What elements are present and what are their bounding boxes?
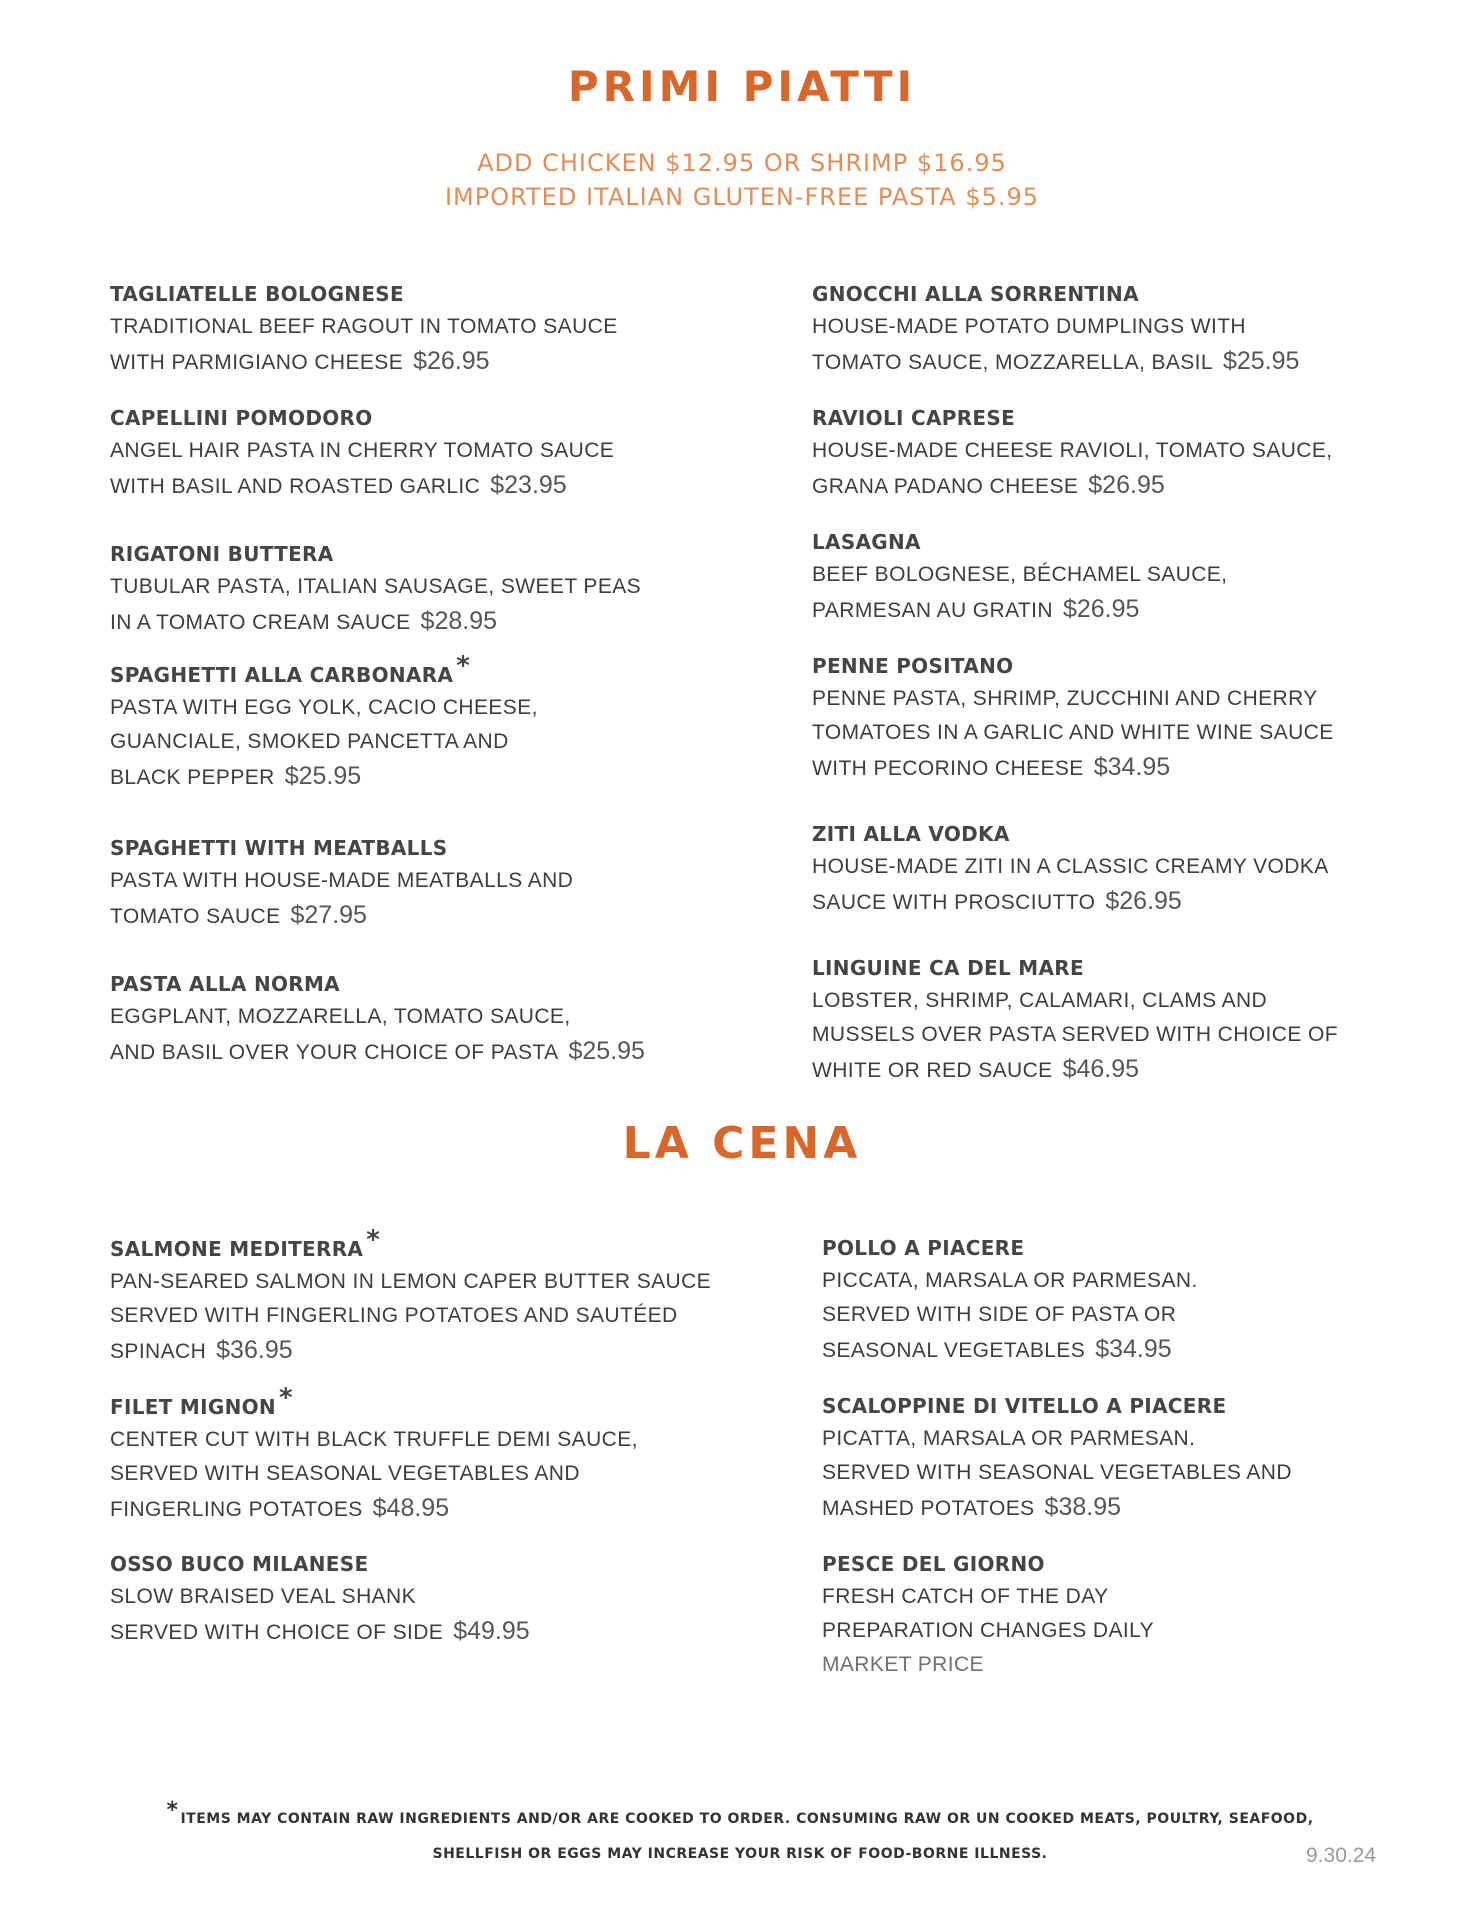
description-text: BEEF BOLOGNESE, BÉCHAMEL SAUCE,	[812, 563, 1228, 586]
menu-item-price: $25.95	[284, 762, 362, 790]
menu-item-name-text: SCALOPPINE DI VITELLO A PIACERE	[822, 1394, 1227, 1418]
description-line	[812, 592, 1402, 628]
description-text: SPINACH	[110, 1340, 207, 1363]
menu-item	[110, 1552, 700, 1650]
menu-item-price: $49.95	[453, 1617, 530, 1645]
description-line	[110, 1299, 700, 1333]
menu-item-name-text: POLLO A PIACERE	[822, 1236, 1025, 1260]
description-line	[110, 1265, 712, 1299]
menu-item-name-text: TAGLIATELLE BOLOGNESE	[110, 282, 404, 306]
menu-item	[822, 1236, 1412, 1368]
description-text: CENTER CUT WITH BLACK TRUFFLE DEMI SAUCE,	[110, 1428, 638, 1451]
menu-item-name-text: RIGATONI BUTTERA	[110, 542, 334, 566]
menu-item-description	[822, 1580, 1412, 1682]
menu-item-description	[822, 1422, 1412, 1526]
menu-item	[812, 956, 1402, 1088]
description-text: SLOW BRAISED VEAL SHANK	[110, 1585, 417, 1608]
description-line	[822, 1332, 1412, 1368]
market-price: MARKET PRICE	[822, 1653, 984, 1676]
description-line	[110, 898, 700, 934]
menu-item-description	[110, 310, 700, 380]
menu-item-name	[822, 1394, 1412, 1418]
menu-item	[110, 1225, 712, 1369]
description-line	[812, 310, 1402, 344]
menu-item-name-text: OSSO BUCO MILANESE	[110, 1552, 369, 1576]
description-text: TRADITIONAL BEEF RAGOUT IN TOMATO SAUCE	[110, 315, 618, 338]
description-text: MUSSELS OVER PASTA SERVED WITH CHOICE OF	[812, 1023, 1338, 1046]
menu-item-price: $25.95	[1223, 347, 1300, 375]
menu-item-name	[812, 956, 1402, 980]
menu-item-price: $26.95	[1088, 471, 1165, 499]
description-text: SAUCE WITH PROSCIUTTO	[812, 891, 1096, 914]
menu-item-price: $27.95	[290, 901, 367, 929]
raw-warning-asterisk: *	[456, 651, 471, 681]
description-line	[110, 1614, 700, 1650]
description-text: PAN-SEARED SALMON IN LEMON CAPER BUTTER SAUCE	[110, 1270, 712, 1293]
description-line	[822, 1422, 1412, 1456]
description-text: PICCATA, MARSALA OR PARMESAN.	[822, 1269, 1198, 1292]
menu-item-name	[110, 542, 700, 566]
description-line	[812, 750, 1402, 786]
menu-item-name	[812, 406, 1402, 430]
menu-item-price: $34.95	[1095, 1335, 1172, 1363]
menu-item-name-text: PESCE DEL GIORNO	[822, 1552, 1045, 1576]
description-line	[822, 1614, 1412, 1648]
addon-note	[0, 146, 1484, 214]
description-line	[110, 1034, 700, 1070]
description-line	[110, 691, 700, 725]
menu-item-description	[110, 434, 700, 504]
description-line	[110, 725, 700, 759]
description-text: BLACK PEPPER	[110, 766, 275, 789]
menu-item	[822, 1552, 1412, 1682]
description-text: SERVED WITH SIDE OF PASTA OR	[822, 1303, 1177, 1326]
description-line	[110, 1423, 700, 1457]
menu-item-name-text: LASAGNA	[812, 530, 921, 554]
menu-item	[822, 1394, 1412, 1526]
menu-item-description	[110, 1000, 700, 1070]
menu-item-name	[110, 1225, 700, 1261]
description-line	[812, 682, 1402, 716]
description-text: WITH PARMIGIANO CHEESE	[110, 351, 404, 374]
description-text: LOBSTER, SHRIMP, CALAMARI, CLAMS AND	[812, 989, 1268, 1012]
raw-warning-asterisk: *	[366, 1225, 381, 1255]
description-text: TUBULAR PASTA, ITALIAN SAUSAGE, SWEET PEAS	[110, 575, 642, 598]
description-line	[822, 1490, 1412, 1526]
description-text: EGGPLANT, MOZZARELLA, TOMATO SAUCE,	[110, 1005, 571, 1028]
description-line	[812, 434, 1402, 468]
description-line	[110, 310, 700, 344]
menu-item-name	[110, 406, 700, 430]
menu-item-name	[812, 822, 1402, 846]
menu-item-price: $28.95	[420, 607, 498, 635]
description-text: WITH BASIL AND ROASTED GARLIC	[110, 475, 481, 498]
menu-item	[110, 1383, 700, 1527]
description-text: TOMATOES IN A GARLIC AND WHITE WINE SAUCE	[812, 721, 1334, 744]
description-text: SERVED WITH SEASONAL VEGETABLES AND	[110, 1462, 580, 1485]
menu-item	[812, 282, 1402, 380]
menu-item-name	[110, 651, 700, 687]
menu-item-price: $26.95	[1105, 887, 1182, 915]
description-text: FINGERLING POTATOES	[110, 1498, 363, 1521]
menu-item-description	[110, 1580, 700, 1650]
menu-item-name-text: LINGUINE CA DEL MARE	[812, 956, 1084, 980]
description-line	[812, 344, 1402, 380]
menu-item-name-text: RAVIOLI CAPRESE	[812, 406, 1016, 430]
menu-item-name-text: FILET MIGNON	[110, 1395, 276, 1419]
description-text: WITH PECORINO CHEESE	[812, 757, 1084, 780]
menu-item	[110, 972, 700, 1070]
menu-item-name-text: PENNE POSITANO	[812, 654, 1014, 678]
menu-item-description	[110, 570, 700, 640]
menu-item-name	[110, 1552, 700, 1576]
description-text: PASTA WITH HOUSE-MADE MEATBALLS AND	[110, 869, 574, 892]
description-text: HOUSE-MADE CHEESE RAVIOLI, TOMATO SAUCE,	[812, 439, 1333, 462]
description-line	[812, 850, 1402, 884]
menu-item-price: $38.95	[1044, 1493, 1122, 1521]
description-text: HOUSE-MADE POTATO DUMPLINGS WITH	[812, 315, 1246, 338]
description-line	[110, 468, 700, 504]
description-text: IN A TOMATO CREAM SAUCE	[110, 611, 411, 634]
description-line	[812, 884, 1402, 920]
menu-item-name	[822, 1236, 1412, 1260]
menu-item-name-text: ZITI ALLA VODKA	[812, 822, 1010, 846]
menu-item-name-text: GNOCCHI ALLA SORRENTINA	[812, 282, 1139, 306]
la-cena-title: LA CENA	[622, 1118, 862, 1169]
menu-item	[110, 282, 700, 380]
menu-item-price: $48.95	[372, 1494, 450, 1522]
description-text: GRANA PADANO CHEESE	[812, 475, 1079, 498]
description-line	[110, 864, 700, 898]
menu-item-description	[110, 864, 700, 934]
menu-item-name	[110, 1383, 700, 1419]
description-text: TOMATO SAUCE, MOZZARELLA, BASIL	[812, 351, 1213, 374]
description-text: SERVED WITH FINGERLING POTATOES AND SAUTÉED	[110, 1304, 678, 1327]
description-line	[110, 570, 700, 604]
description-line	[812, 984, 1402, 1018]
description-text: FRESH CATCH OF THE DAY	[822, 1585, 1109, 1608]
description-line	[812, 1052, 1402, 1088]
footnote-text: ITEMS MAY CONTAIN RAW INGREDIENTS AND/OR ARE COOKED TO ORDER. CONSUMING RAW OR UN COOKED MEATS, POULTRY, SEAFOOD,	[180, 1811, 1314, 1827]
menu-item	[812, 654, 1402, 786]
menu-item-price: $26.95	[413, 347, 490, 375]
description-line	[110, 1000, 700, 1034]
menu-item-price: $34.95	[1093, 753, 1171, 781]
menu-item-name	[110, 282, 700, 306]
description-line	[110, 344, 700, 380]
description-line	[812, 468, 1402, 504]
description-line	[812, 716, 1402, 750]
menu-item-description	[812, 310, 1402, 380]
menu-item-name	[110, 972, 700, 996]
description-text: WHITE OR RED SAUCE	[812, 1059, 1053, 1082]
menu-item-price: $25.95	[568, 1037, 645, 1065]
description-line	[110, 759, 700, 795]
menu-item-name	[812, 654, 1402, 678]
description-line	[110, 434, 700, 468]
description-line	[822, 1264, 1412, 1298]
addon-line: IMPORTED ITALIAN GLUTEN-FREE PASTA $5.95	[444, 183, 1040, 211]
description-line	[110, 1491, 700, 1527]
primi-piatti-title: PRIMI PIATTI	[567, 62, 917, 111]
description-text: SERVED WITH CHOICE OF SIDE	[110, 1621, 444, 1644]
menu-item	[110, 406, 700, 504]
menu-item-description	[110, 691, 700, 795]
menu-item-name	[110, 836, 700, 860]
description-text: MASHED POTATOES	[822, 1497, 1035, 1520]
menu-item	[110, 836, 700, 934]
menu-item-name	[812, 530, 1402, 554]
menu-item-price: $36.95	[216, 1336, 293, 1364]
description-text: PASTA WITH EGG YOLK, CACIO CHEESE,	[110, 696, 538, 719]
description-text: HOUSE-MADE ZITI IN A CLASSIC CREAMY VODKA	[812, 855, 1329, 878]
description-text: PENNE PASTA, SHRIMP, ZUCCHINI AND CHERRY	[812, 687, 1318, 710]
description-text: AND BASIL OVER YOUR CHOICE OF PASTA	[110, 1041, 559, 1064]
menu-item-description	[812, 984, 1402, 1088]
addon-line: ADD CHICKEN $12.95 OR SHRIMP $16.95	[477, 149, 1007, 177]
description-line	[110, 604, 700, 640]
description-line	[822, 1580, 1412, 1614]
description-line	[822, 1456, 1412, 1490]
menu-item-name	[822, 1552, 1412, 1576]
menu-item-description	[812, 558, 1402, 628]
description-text: PREPARATION CHANGES DAILY	[822, 1619, 1155, 1642]
raw-warning-asterisk: *	[278, 1383, 293, 1413]
menu-item	[812, 530, 1402, 628]
menu-item-description	[822, 1264, 1412, 1368]
footnote-line	[120, 1798, 1360, 1829]
menu-item-name-text: SALMONE MEDITERRA	[110, 1237, 364, 1261]
description-text: SEASONAL VEGETABLES	[822, 1339, 1086, 1362]
description-text: SERVED WITH SEASONAL VEGETABLES AND	[822, 1461, 1292, 1484]
footnote-asterisk: *	[166, 1798, 179, 1823]
description-text: PARMESAN AU GRATIN	[812, 599, 1053, 622]
description-text: GUANCIALE, SMOKED PANCETTA AND	[110, 730, 509, 753]
description-line	[812, 1018, 1402, 1052]
footnote-line	[120, 1846, 1360, 1862]
menu-item-name-text: SPAGHETTI WITH MEATBALLS	[110, 836, 448, 860]
menu-item-price: $26.95	[1062, 595, 1140, 623]
description-line	[110, 1580, 700, 1614]
description-text: ANGEL HAIR PASTA IN CHERRY TOMATO SAUCE	[110, 439, 615, 462]
menu-item	[812, 822, 1402, 920]
menu-item-description	[812, 850, 1402, 920]
revision-date: 9.30.24	[1306, 1844, 1377, 1867]
description-line	[110, 1457, 700, 1491]
description-line	[822, 1298, 1412, 1332]
menu-item	[110, 542, 700, 640]
description-text: PICATTA, MARSALA OR PARMESAN.	[822, 1427, 1196, 1450]
menu-item-name-text: SPAGHETTI ALLA CARBONARA	[110, 663, 454, 687]
menu-item-price: $46.95	[1062, 1055, 1140, 1083]
description-line	[110, 1333, 700, 1369]
menu-item-description	[110, 1423, 700, 1527]
menu-item-name-text: CAPELLINI POMODORO	[110, 406, 373, 430]
menu-item-description	[812, 682, 1402, 786]
description-text: TOMATO SAUCE	[110, 905, 281, 928]
menu-item-price: $23.95	[490, 471, 567, 499]
menu-item	[812, 406, 1402, 504]
menu-item-description	[812, 434, 1402, 504]
menu-item-name	[812, 282, 1402, 306]
description-line	[812, 558, 1402, 592]
menu-item-description	[110, 1265, 712, 1369]
menu-item	[110, 651, 700, 795]
menu-item-name-text: PASTA ALLA NORMA	[110, 972, 340, 996]
footnote-text: SHELLFISH OR EGGS MAY INCREASE YOUR RISK OF FOOD-BORNE ILLNESS.	[432, 1846, 1048, 1862]
